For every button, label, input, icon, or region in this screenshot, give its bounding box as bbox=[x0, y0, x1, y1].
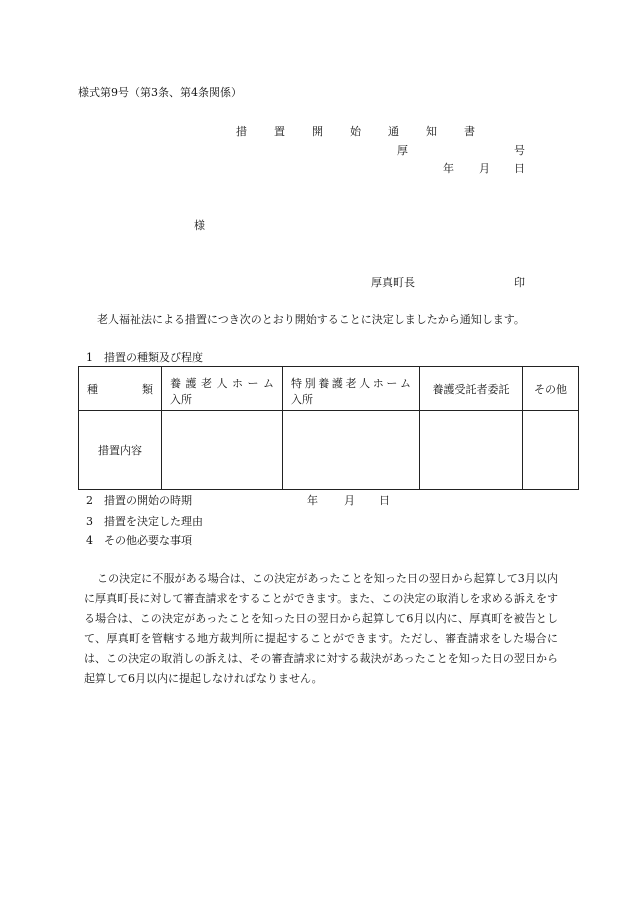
header-type-label: 種類 bbox=[87, 382, 153, 396]
date-year-label: 年 bbox=[443, 162, 454, 175]
row-label-measure-content: 措置内容 bbox=[79, 411, 162, 490]
cell-nursing-home bbox=[162, 411, 283, 490]
seal-mark: 印 bbox=[514, 276, 525, 289]
document-title: 措 置 開 始 通 知 書 bbox=[236, 125, 483, 138]
header-consignment: 養護受託者委託 bbox=[420, 367, 523, 411]
intro-paragraph: 老人福祉法による措置につき次のとおり開始することに決定しましたから通知します。 bbox=[97, 313, 525, 326]
header-special-home-line2: 入所 bbox=[291, 393, 313, 406]
table-header-row bbox=[79, 367, 579, 411]
header-nursing-home-line2: 入所 bbox=[170, 393, 192, 406]
addressee-honorific: 様 bbox=[194, 219, 205, 232]
item-2-heading: 2 措置の開始の時期 bbox=[86, 494, 192, 507]
reference-prefix: 厚 bbox=[397, 144, 408, 157]
header-nursing-home-line1: 養護老人ホーム bbox=[170, 377, 274, 390]
appeal-notice-paragraph: この決定に不服がある場合は、この決定があったことを知った日の翌日から起算して3月以内に厚真町長に対して審査請求をすることができます。また、この決定の取消しを求める訴えをする場合は、この決定があったことを知った日の翌日から起算して6月以内に、厚真町を被告として、厚真町を管轄する地方裁判所に提起することができます。ただし、審査請求をした場合には、この決定の取消しの訴えは、その審査請求に対する裁決があったことを知った日の翌日から起算して6月以内に提起しなければなりません。 bbox=[84, 572, 558, 685]
item-3-heading: 3 措置を決定した理由 bbox=[86, 515, 203, 528]
cell-other bbox=[523, 411, 579, 490]
header-special-nursing-home bbox=[283, 367, 420, 411]
form-number: 様式第9号（第3条、第4条関係） bbox=[78, 86, 242, 99]
cell-special-nursing-home bbox=[283, 411, 420, 490]
date-day-label: 日 bbox=[514, 162, 525, 175]
item-2-year-label: 年 bbox=[307, 494, 318, 507]
issuer-name: 厚真町長 bbox=[371, 276, 415, 289]
reference-suffix: 号 bbox=[514, 144, 525, 157]
header-special-home-line1: 特別養護老人ホーム bbox=[291, 377, 411, 390]
table-row bbox=[79, 411, 579, 490]
header-nursing-home bbox=[162, 367, 283, 411]
header-other: その他 bbox=[523, 367, 579, 411]
header-type bbox=[79, 367, 162, 411]
cell-consignment bbox=[420, 411, 523, 490]
item-4-heading: 4 その他必要な事項 bbox=[86, 534, 192, 547]
item-2-month-label: 月 bbox=[344, 494, 355, 507]
item-2-day-label: 日 bbox=[379, 494, 390, 507]
item-1-heading: 1 措置の種類及び程度 bbox=[86, 351, 203, 364]
measure-table bbox=[78, 366, 579, 490]
date-month-label: 月 bbox=[479, 162, 490, 175]
